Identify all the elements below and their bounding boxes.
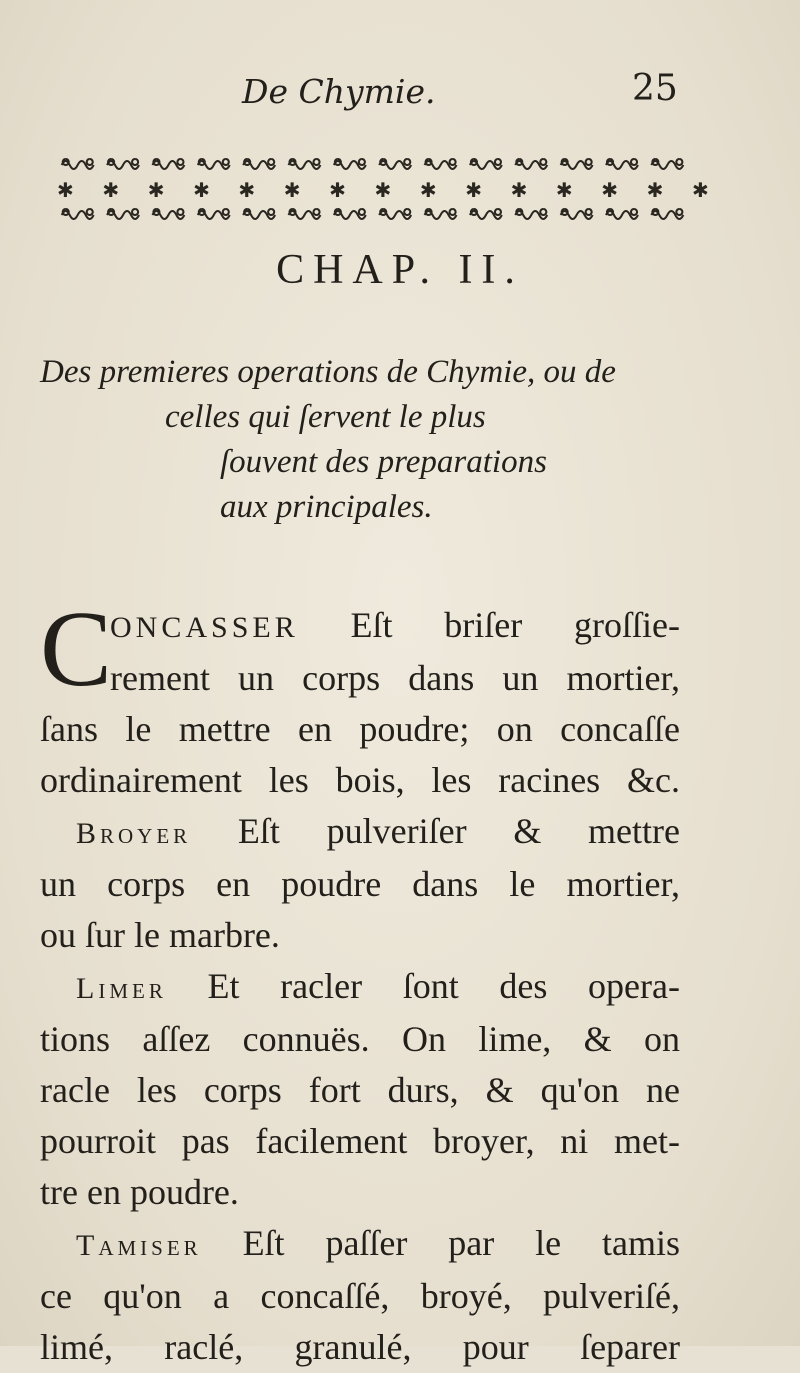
fleuron-mark — [606, 159, 638, 169]
star-mark: ✱ — [374, 178, 392, 202]
line-text: Eſt briſer groſſie- — [350, 605, 681, 645]
fleuron-mark — [107, 159, 139, 169]
page-number: 25 — [632, 68, 678, 109]
text-line: ordinairement les bois, les racines &c. — [40, 760, 680, 800]
running-head — [0, 68, 800, 122]
term-tamiser: Tamiser — [76, 1229, 202, 1262]
chapter-title-line: ſouvent des preparations — [220, 444, 547, 480]
fleuron-mark — [425, 159, 457, 169]
text-line: tions aſſez connuës. On lime, & on — [40, 1019, 680, 1059]
star-mark: ✱ — [510, 178, 528, 202]
star-mark: ✱ — [555, 178, 573, 202]
body-text — [40, 590, 681, 1373]
fleuron-mark — [62, 209, 94, 219]
text-line: pourroit pas facilement broyer, ni met- — [40, 1121, 680, 1161]
fleuron-mark — [515, 159, 547, 169]
text-line: rement un corps dans un mortier, — [110, 658, 680, 698]
star-mark: ✱ — [601, 178, 619, 202]
text-line: limé, raclé, granulé, pour ſeparer — [40, 1327, 680, 1367]
fleuron-mark — [561, 209, 593, 219]
star-mark: ✱ — [57, 178, 74, 202]
chapter-title — [40, 350, 765, 530]
fleuron-mark — [334, 159, 366, 169]
line-text: Et racler ſont des opera- — [207, 966, 680, 1006]
chapter-title-line: Des premieres operations de Chymie, ou de — [40, 354, 616, 390]
text-line: ſans le mettre en poudre; on concaſſe — [40, 709, 680, 749]
star-mark: ✱ — [419, 178, 437, 202]
text-line: tre en poudre. — [40, 1172, 239, 1212]
fleuron-mark — [470, 209, 502, 219]
text-line: ce qu'on a concaſſé, broyé, pulveriſé, — [40, 1276, 680, 1316]
text-line: ou ſur le marbre. — [40, 915, 280, 955]
star-mark: ✱ — [238, 178, 256, 202]
fleuron-mark — [379, 159, 411, 169]
fleuron-mark — [152, 159, 184, 169]
star-mark: ✱ — [102, 178, 120, 202]
fleuron-mark — [288, 209, 320, 219]
paragraph-concasser — [40, 590, 681, 806]
star-mark: ✱ — [329, 178, 346, 202]
text-line — [40, 600, 680, 653]
star-mark: ✱ — [465, 178, 482, 202]
term-limer: Limer — [76, 972, 167, 1005]
fleuron-mark — [651, 159, 683, 169]
fleuron-mark — [334, 209, 366, 219]
fleuron-mark — [288, 159, 320, 169]
fleuron-mark — [198, 209, 230, 219]
star-mark: ✱ — [646, 178, 664, 202]
text-line: racle les corps fort durs, & qu'on ne — [40, 1070, 680, 1110]
star-mark: ✱ — [692, 178, 709, 202]
fleuron-mark — [198, 159, 230, 169]
chapter-heading: CHAP. II. — [276, 247, 524, 293]
fleuron-mark — [243, 209, 275, 219]
paragraph-tamiser — [40, 1218, 680, 1373]
fleuron-mark — [606, 209, 638, 219]
fleuron-mark — [470, 159, 502, 169]
fleuron-mark — [379, 209, 411, 219]
text-line: un corps en poudre dans le mortier, — [40, 864, 680, 904]
fleuron-ornament-band — [55, 153, 709, 228]
line-text: Eſt paſſer par le tamis — [242, 1223, 680, 1263]
paragraph-limer — [40, 961, 680, 1218]
star-mark: ✱ — [193, 178, 210, 202]
term-broyer: Broyer — [76, 817, 192, 850]
text-line — [40, 806, 680, 859]
star-mark: ✱ — [283, 178, 301, 202]
fleuron-mark — [107, 209, 139, 219]
text-line — [40, 961, 680, 1014]
fleuron-mark — [651, 209, 683, 219]
fleuron-mark — [425, 209, 457, 219]
line-text: Eſt pulveriſer & mettre — [237, 811, 680, 851]
drop-cap: C — [40, 590, 113, 709]
running-title: De Chymie. — [242, 72, 436, 111]
term-concasser: ONCASSER — [110, 611, 299, 644]
fleuron-mark — [561, 159, 593, 169]
chapter-title-line: celles qui ſervent le plus — [165, 399, 486, 435]
fleuron-mark — [515, 209, 547, 219]
star-mark: ✱ — [147, 178, 165, 202]
paragraph-broyer — [40, 806, 680, 961]
chapter-title-line: aux principales. — [220, 489, 433, 525]
fleuron-mark — [62, 159, 94, 169]
text-line — [40, 1218, 680, 1271]
fleuron-mark — [152, 209, 184, 219]
fleuron-mark — [243, 159, 275, 169]
